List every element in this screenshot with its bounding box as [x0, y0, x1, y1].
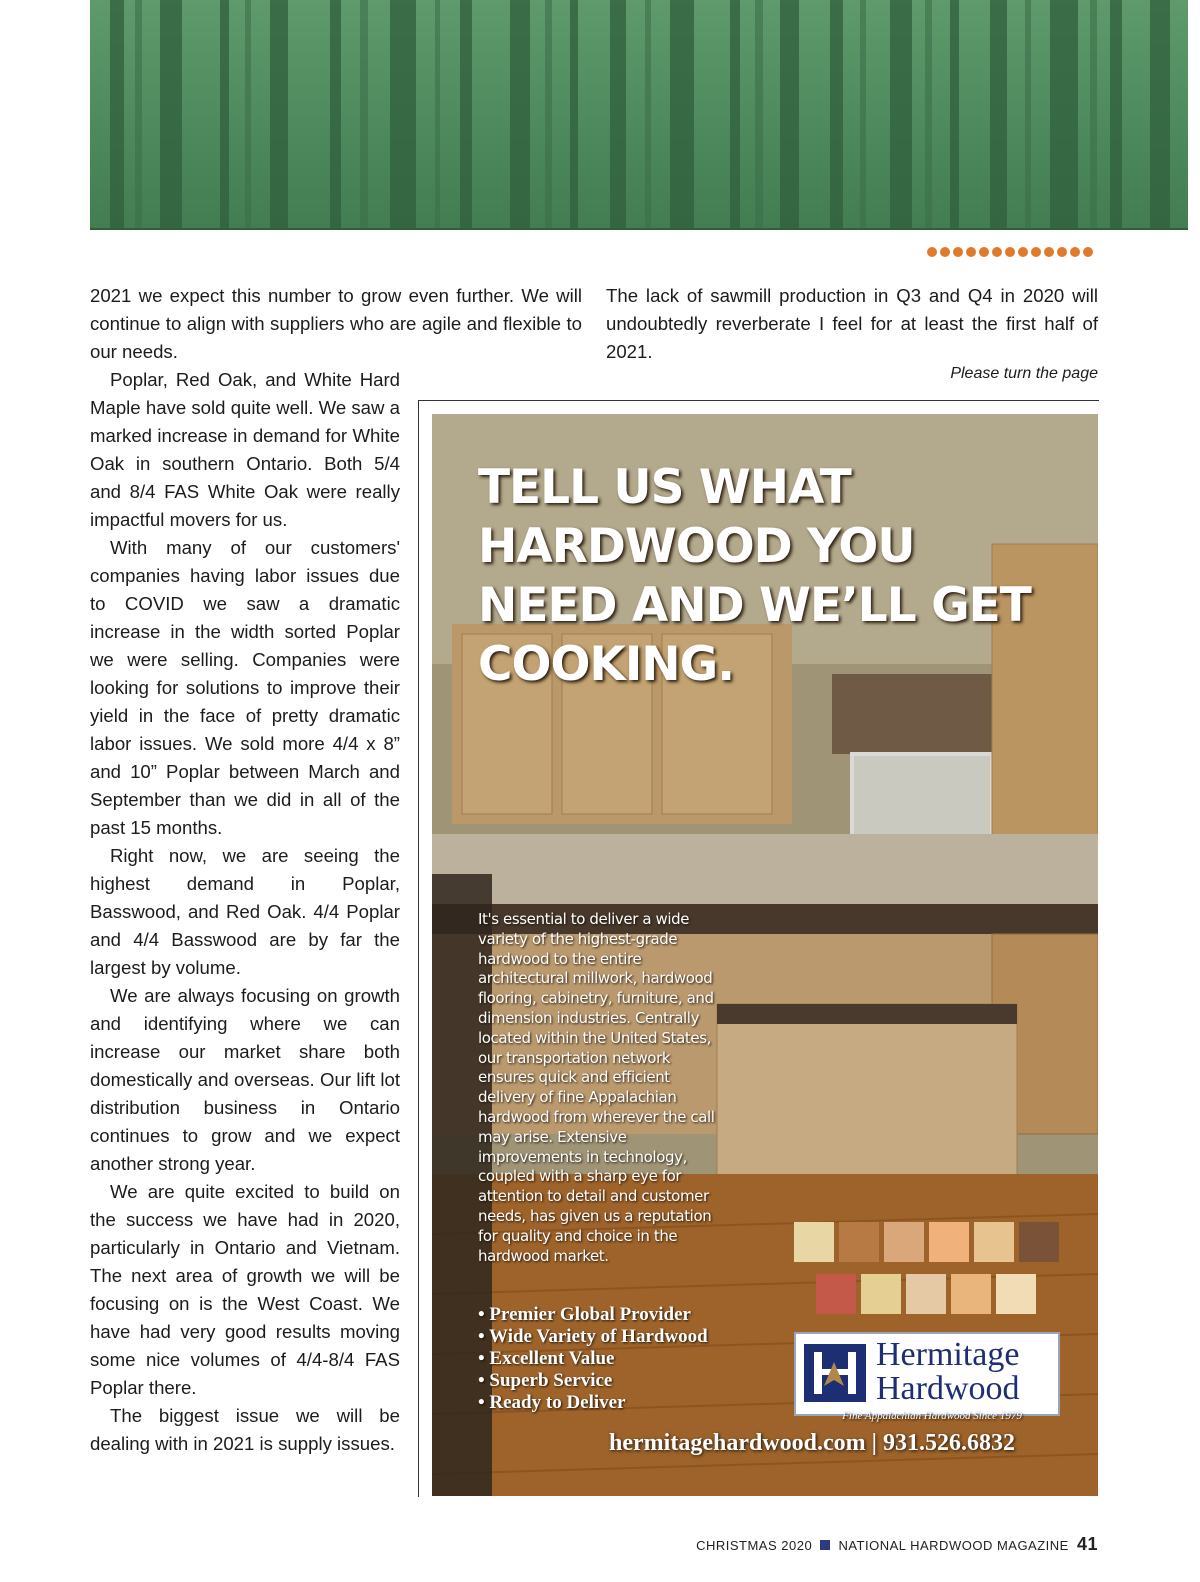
- left-column-body: [90, 366, 400, 1458]
- hh-leaf-logo-icon: [804, 1344, 866, 1402]
- right-column-body: [606, 282, 1098, 366]
- page-footer: [600, 1534, 1098, 1555]
- paragraph: With many of our customers' companies having labor issues due to COVID we saw a dramatic increase in the width sorted Poplar we were selling. Companies were looking for solutions to improve their yield in the face of pretty dramatic labor issues. We sold more 4/4 x 8” and 10” Poplar between March and September than we did in all of the past 15 months.: [90, 537, 400, 838]
- feature-item: • Excellent Value: [478, 1348, 615, 1369]
- continue-note: Please turn the page: [950, 365, 1098, 382]
- footer-square-icon: [820, 1540, 830, 1550]
- ad-body-copy: It's essential to deliver a wide variety of the highest-grade hardwood to the entire architectural millwork, hardwood flooring, cabinetry, furniture, and dimension industries. Centrally located within the United States, our transportation network ensures quick and efficient delivery of fine Appalachian hardwood from wherever the call may arise. Extensive improvements in technology, coupled with a sharp eye for attention to detail and customer needs, has given us a reputation for quality and choice in the hardwood market.: [478, 910, 715, 1265]
- hermitage-hardwood-ad: [432, 414, 1098, 1496]
- ad-contact-line: hermitagehardwood.com | 931.526.6832: [609, 1430, 1015, 1456]
- wood-swatch: [974, 1222, 1014, 1262]
- feature-item: • Wide Variety of Hardwood: [478, 1326, 708, 1347]
- orange-dot-divider: [926, 245, 1098, 259]
- wood-swatch: [839, 1222, 879, 1262]
- issue-label: CHRISTMAS 2020: [696, 1538, 813, 1553]
- tree-silhouettes: [90, 0, 1188, 228]
- leaf-icon: [804, 1344, 866, 1402]
- wood-swatch: [816, 1274, 856, 1314]
- paragraph: 2021 we expect this number to grow even further. We will continue to align with suppliers who are agile and flexible to our needs.: [90, 285, 582, 362]
- paragraph: The biggest issue we will be dealing with in 2021 is supply issues.: [90, 1405, 400, 1454]
- paragraph: We are always focusing on growth and identifying where we can increase our market share both domestically and overseas. Our lift lot distribution business in Ontario continues to grow and we expect another strong year.: [90, 985, 400, 1174]
- feature-item: • Premier Global Provider: [478, 1304, 691, 1325]
- wood-swatch: [929, 1222, 969, 1262]
- wood-swatch: [996, 1274, 1036, 1314]
- feature-item: • Ready to Deliver: [478, 1392, 626, 1413]
- ad-headline: TELL US WHAT HARDWOOD YOU NEED AND WE’LL GET COOKING.: [478, 460, 1031, 692]
- left-column-continuation: [90, 282, 582, 366]
- wood-swatch: [1019, 1222, 1059, 1262]
- wood-swatch: [794, 1222, 834, 1262]
- wood-swatch: [861, 1274, 901, 1314]
- paragraph: We are quite excited to build on the success we have had in 2020, particularly in Ontario and Vietnam. The next area of growth we will be focusing on is the West Coast. We have had very good results moving some nice volumes of 4/4-8/4 FAS Poplar there.: [90, 1181, 400, 1398]
- wood-swatch: [884, 1222, 924, 1262]
- magazine-name: NATIONAL HARDWOOD MAGAZINE: [838, 1538, 1069, 1553]
- paragraph: The lack of sawmill production in Q3 and Q4 in 2020 will undoubtedly reverberate I feel for at least the first half of 2021.: [606, 285, 1098, 362]
- logo-tagline: Fine Appalachian Hardwood Since 1979: [842, 1410, 1022, 1422]
- logo-wordmark: Hermitage Hardwood: [876, 1336, 1020, 1407]
- feature-item: • Superb Service: [478, 1370, 613, 1391]
- wood-swatch: [951, 1274, 991, 1314]
- paragraph: Poplar, Red Oak, and White Hard Maple have sold quite well. We saw a marked increase in demand for White Oak in southern Ontario. Both 5/4 and 8/4 FAS White Oak were really impactful movers for us.: [90, 369, 400, 530]
- forest-banner-image: [90, 0, 1188, 230]
- ad-feature-list: [478, 1304, 708, 1414]
- wood-swatch: [906, 1274, 946, 1314]
- hermitage-logo: [794, 1332, 1060, 1416]
- paragraph: Right now, we are seeing the highest demand in Poplar, Basswood, and Red Oak. 4/4 Poplar and 4/4 Basswood are by far the largest by volume.: [90, 845, 400, 978]
- page-number: 41: [1076, 1534, 1098, 1554]
